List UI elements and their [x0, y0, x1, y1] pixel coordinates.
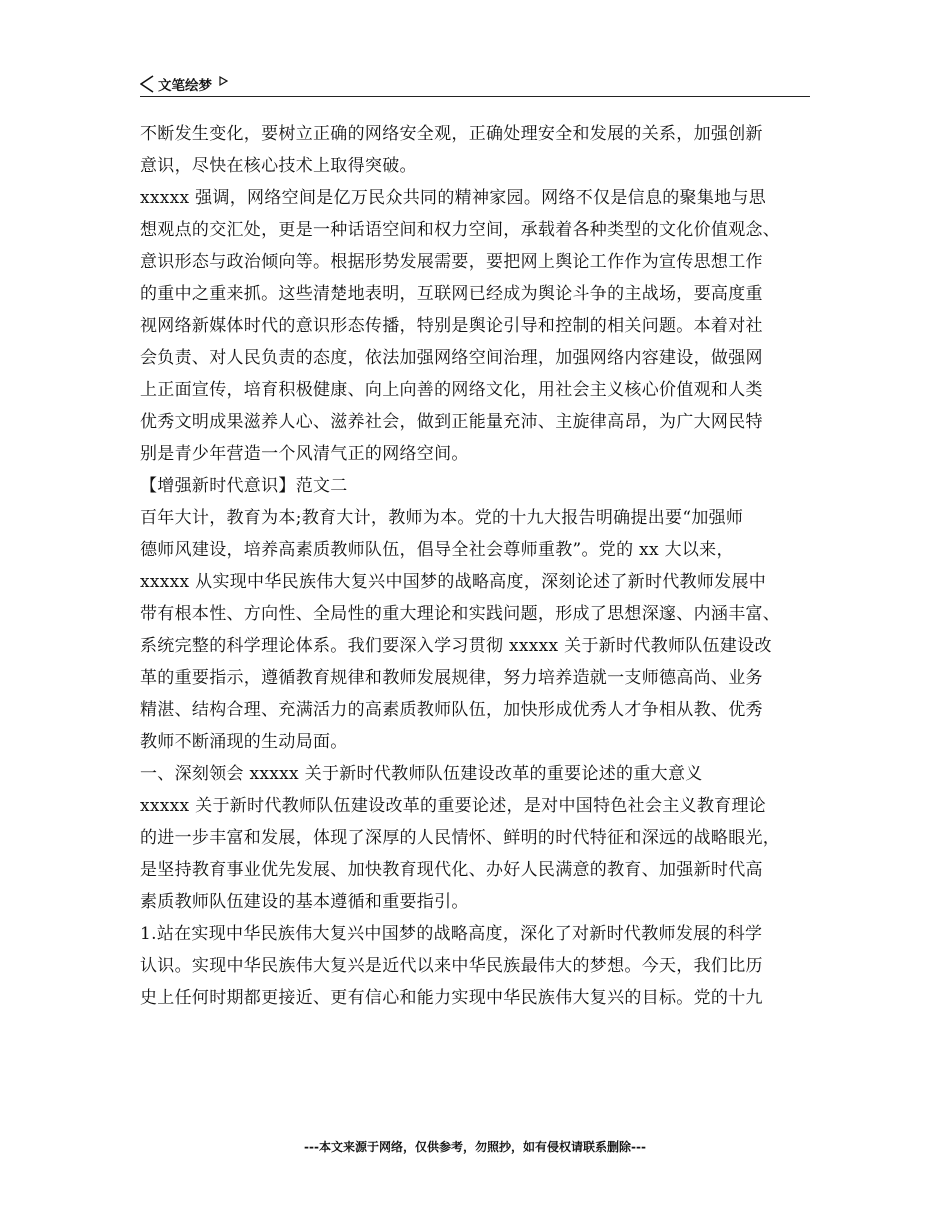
text-line: 意识，尽快在核心技术上取得突破。 [140, 156, 417, 176]
text-line: xxxxx 强调，网络空间是亿万民众共同的精神家园。网络不仅是信息的聚集地与思 [140, 188, 767, 208]
text-line: 意识形态与政治倾向等。根据形势发展需要，要把网上舆论工作作为宣传思想工作 [140, 252, 763, 272]
text-line: 的重中之重来抓。这些清楚地表明，互联网已经成为舆论斗争的主战场，要高度重 [140, 284, 763, 304]
text-line: 精湛、结构合理、充满活力的高素质教师队伍，加快形成优秀人才争相从教、优秀 [140, 700, 763, 720]
page-header [140, 72, 810, 96]
text-line: 一、深刻领会 xxxxx 关于新时代教师队伍建设改革的重要论述的重大意义 [140, 764, 703, 784]
text-line: 德师风建设，培养高素质教师队伍，倡导全社会尊师重教”。党的 xx 大以来， [140, 540, 734, 560]
text-line: 别是青少年营造一个风清气正的网络空间。 [140, 444, 469, 464]
text-line: 系统完整的科学理论体系。我们要深入学习贯彻 xxxxx 关于新时代教师队伍建设改 [140, 636, 772, 656]
text-line: 优秀文明成果滋养人心、滋养社会，做到正能量充沛、主旋律高昂，为广大网民特 [140, 412, 763, 432]
triangle-left-icon [140, 75, 154, 93]
text-line: 会负责、对人民负责的态度，依法加强网络空间治理，加强网络内容建设，做强网 [140, 348, 763, 368]
text-line: 【增强新时代意识】范文二 [140, 476, 348, 496]
text-line: 的进一步丰富和发展，体现了深厚的人民情怀、鲜明的时代特征和深远的战略眼光， [140, 828, 781, 848]
text-line: 百年大计，教育为本;教育大计，教师为本。党的十九大报告明确提出要“加强师 [140, 508, 744, 528]
text-line: 革的重要指示，遵循教育规律和教师发展规律，努力培养造就一支师德高尚、业务 [140, 668, 763, 688]
text-line: 视网络新媒体时代的意识形态传播，特别是舆论引导和控制的相关问题。本着对社 [140, 316, 763, 336]
text-line: 带有根本性、方向性、全局性的重大理论和实践问题，形成了思想深邃、内涵丰富、 [140, 604, 781, 624]
text-line: xxxxx 关于新时代教师队伍建设改革的重要论述，是对中国特色社会主义教育理论 [140, 796, 767, 816]
text-line: 不断发生变化，要树立正确的网络安全观，正确处理安全和发展的关系，加强创新 [140, 124, 763, 144]
header-divider [140, 96, 810, 97]
text-line: 想观点的交汇处，更是一种话语空间和权力空间，承载着各种类型的文化价值观念、 [140, 220, 781, 240]
header-title: 文笔绘梦 [158, 78, 212, 94]
text-line: 素质教师队伍建设的基本遵循和重要指引。 [140, 892, 469, 912]
text-line: 上正面宣传，培育积极健康、向上向善的网络文化，用社会主义核心价值观和人类 [140, 380, 763, 400]
text-line: xxxxx 从实现中华民族伟大复兴中国梦的战略高度，深刻论述了新时代教师发展中 [140, 572, 767, 592]
triangle-right-icon [219, 76, 228, 86]
text-line: 1.站在实现中华民族伟大复兴中国梦的战略高度，深化了对新时代教师发展的科学 [140, 924, 763, 944]
text-line: 史上任何时期都更接近、更有信心和能力实现中华民族伟大复兴的目标。党的十九 [140, 988, 763, 1008]
footer-note: ---本文来源于网络，仅供参考，勿照抄，如有侵权请联系删除--- [304, 1140, 646, 1154]
text-line: 认识。实现中华民族伟大复兴是近代以来中华民族最伟大的梦想。今天，我们比历 [140, 956, 763, 976]
text-line: 教师不断涌现的生动局面。 [140, 732, 348, 752]
document-body [140, 118, 820, 1014]
text-line: 是坚持教育事业优先发展、加快教育现代化、办好人民满意的教育、加强新时代高 [140, 860, 763, 880]
